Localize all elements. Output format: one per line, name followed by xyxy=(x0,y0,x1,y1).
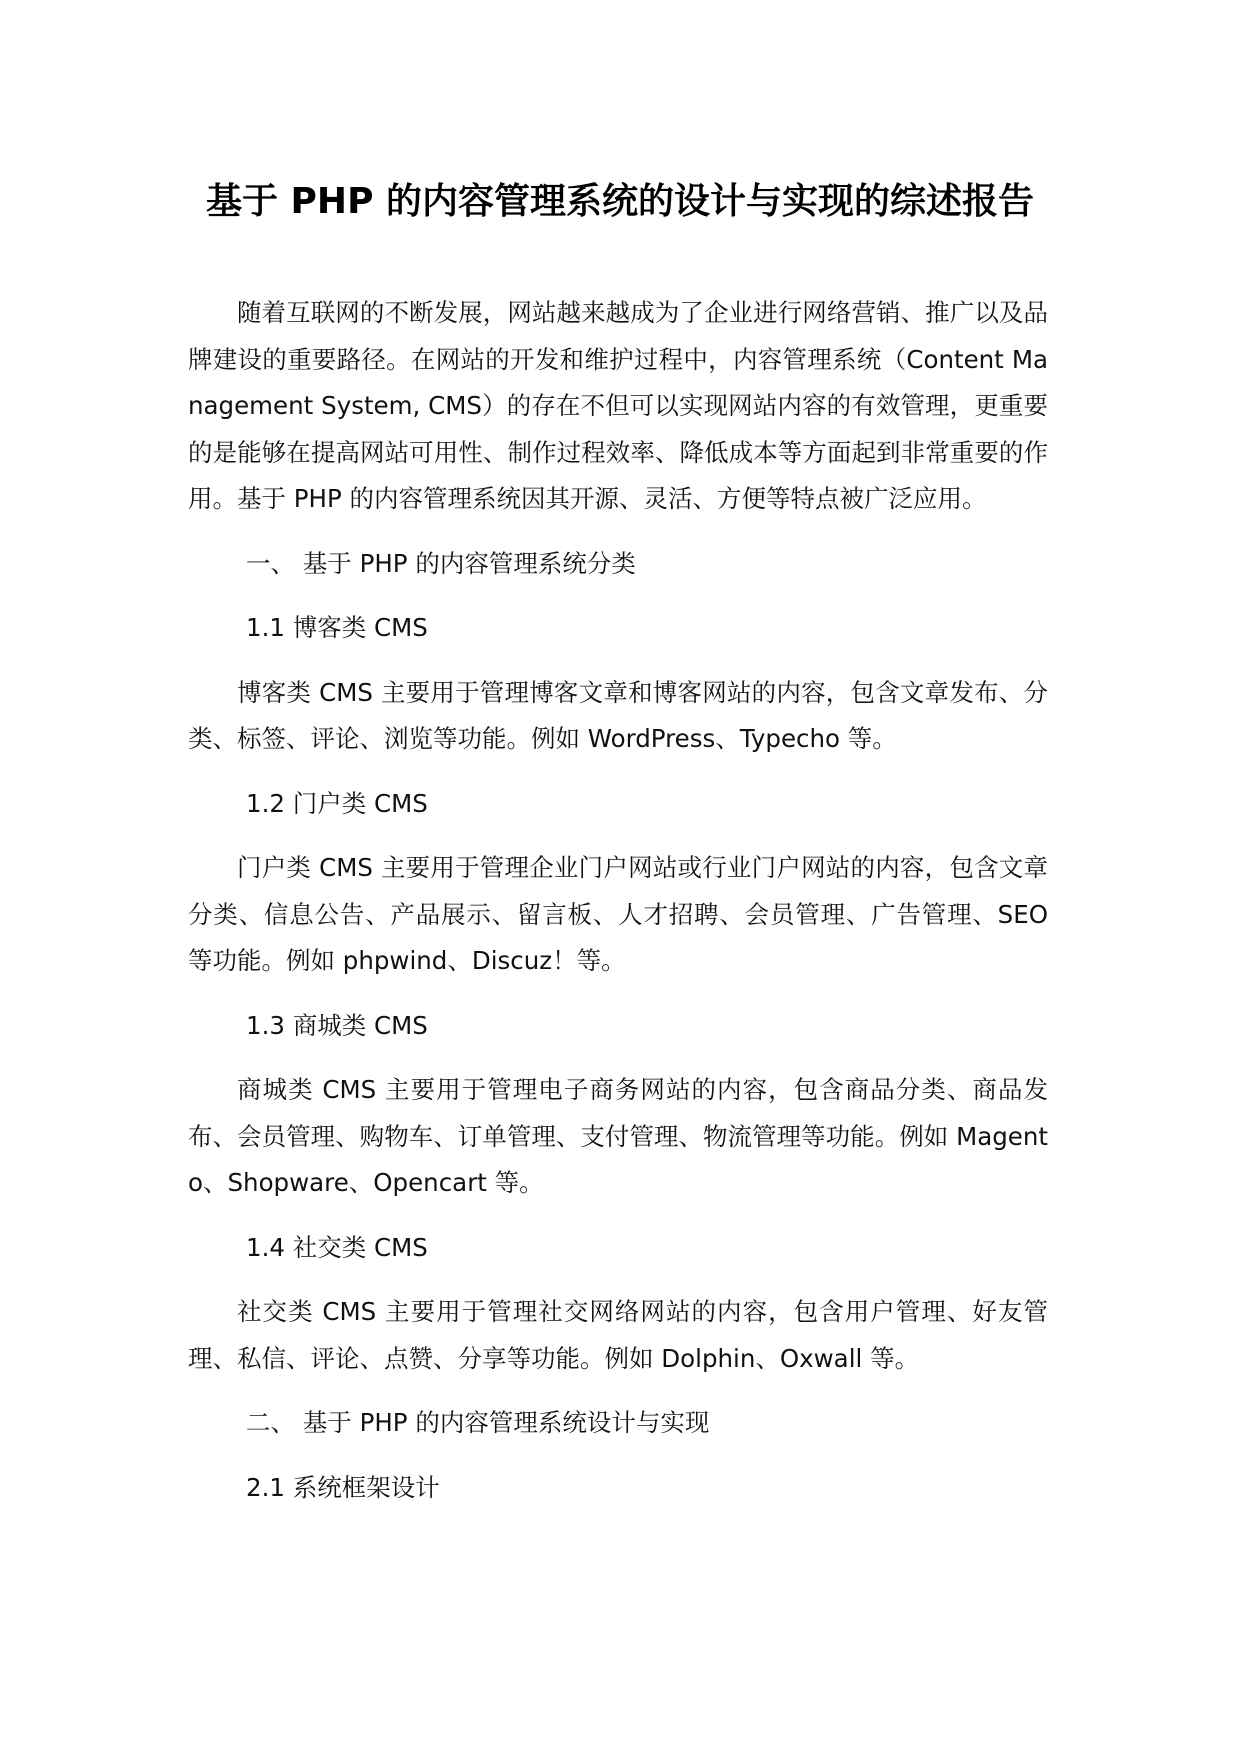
subsection-heading-1-1: 1.1 博客类 CMS xyxy=(246,613,428,642)
subsection-heading-1-3: 1.3 商城类 CMS xyxy=(246,1010,428,1040)
section-heading-2: 二、 基于 PHP 的内容管理系统设计与实现 xyxy=(246,1408,710,1437)
paragraph-blog-cms: 博客类 CMS 主要用于管理博客文章和博客网站的内容，包含文章发布、分类、标签、评论、浏览等功能。例如 WordPress、Typecho 等。 xyxy=(188,677,1048,753)
paragraph-portal-cms: 门户类 CMS 主要用于管理企业门户网站或行业门户网站的内容，包含文章分类、信息公告、产品展示、留言板、人才招聘、会员管理、广告管理、SEO 等功能。例如 phpwind、Discuz！等。 xyxy=(188,853,1048,975)
paragraph-shop-cms: 商城类 CMS 主要用于管理电子商务网站的内容，包含商品分类、商品发布、会员管理、购物车、订单管理、支付管理、物流管理等功能。例如 Magento、Shopware、Opencart 等。 xyxy=(188,1075,1048,1197)
paragraph-intro: 随着互联网的不断发展，网站越来越成为了企业进行网络营销、推广以及品牌建设的重要路径。在网站的开发和维护过程中，内容管理系统（Content Management System, CMS）的存在不但可以实现网站内容的有效管理，更重要的是能够在提高网站可用性、制作过程效率、降低成本等方面起到非常重要的作用。基于 PHP 的内容管理系统因其开源、灵活、方便等特点被广泛应用。 xyxy=(188,298,1048,513)
document-body xyxy=(188,290,1048,1529)
paragraph-social-cms: 社交类 CMS 主要用于管理社交网络网站的内容，包含用户管理、好友管理、私信、评论、点赞、分享等功能。例如 Dolphin、Oxwall 等。 xyxy=(188,1297,1048,1373)
subsection-heading-2-1: 2.1 系统框架设计 xyxy=(246,1472,440,1502)
subsection-heading-1-4: 1.4 社交类 CMS xyxy=(246,1232,428,1262)
subsection-heading-1-2: 1.2 门户类 CMS xyxy=(246,788,428,818)
section-heading-1: 一、 基于 PHP 的内容管理系统分类 xyxy=(246,548,636,578)
document-title: 基于 PHP 的内容管理系统的设计与实现的综述报告 xyxy=(206,181,1034,222)
